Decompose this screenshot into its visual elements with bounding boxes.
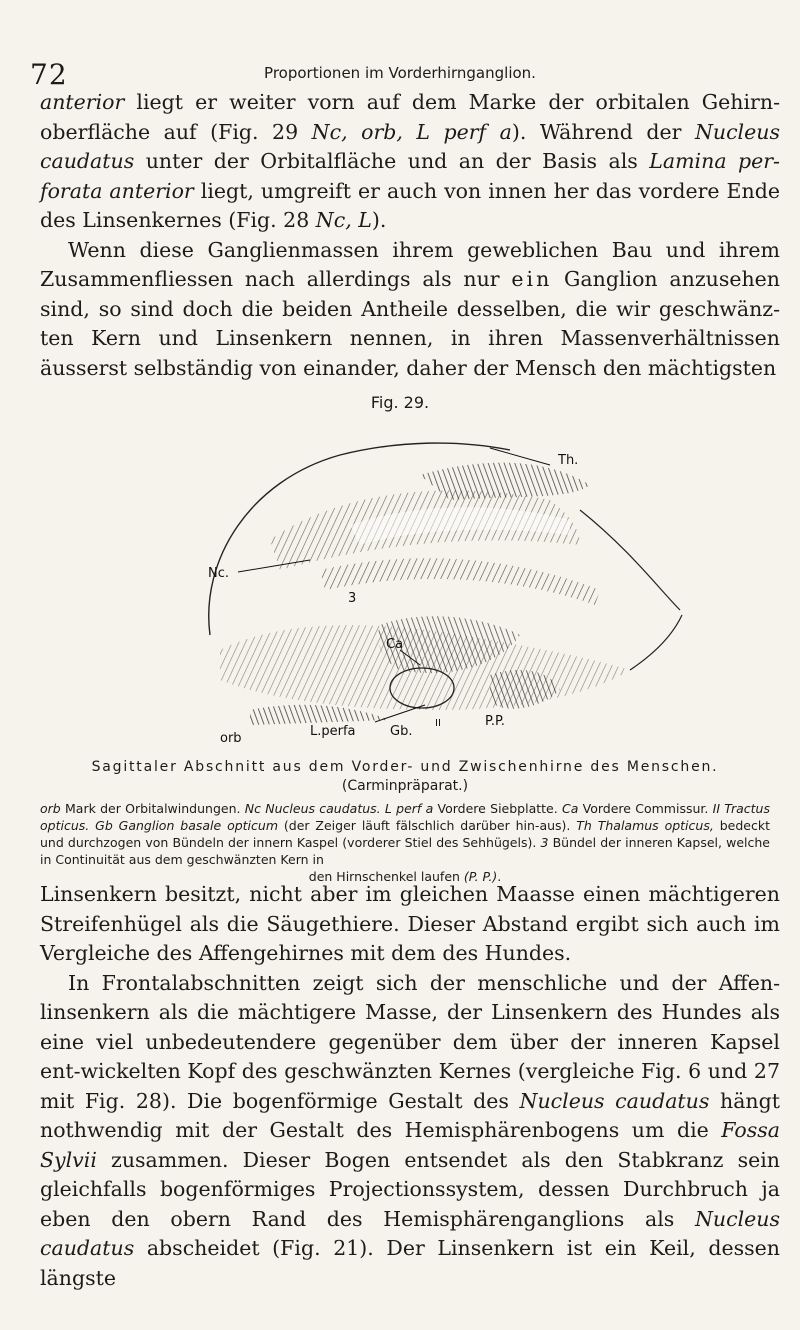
figure-label: Fig. 29. — [370, 393, 430, 412]
paragraph-2 — [40, 236, 780, 384]
term-nucleus-caudatus: Nucleus caudatus — [40, 119, 780, 173]
label-th: Th. — [558, 453, 579, 468]
legend-text: Bündel der inneren Kapsel, welche in Continuität aus dem geschwänzten Kern in — [40, 835, 770, 867]
legend-key-th: Th Thalamus opticus, — [576, 818, 714, 833]
caption-subtitle: (Carminpräparat.) — [341, 778, 469, 794]
legend-text: bedeckt und durchzogen von Bündeln der innern Kaspel (vorderer Stiel des Sehhügels). — [40, 818, 770, 850]
legend-text: Mark der Orbitalwindungen. — [60, 801, 245, 816]
legend-text: . — [497, 869, 502, 884]
label-ca: Ca — [386, 637, 404, 652]
label-3: 3 — [348, 591, 357, 606]
paragraph-4 — [40, 969, 780, 1294]
sagittal-section-illustration — [190, 420, 690, 750]
running-title: Proportionen im Vorderhirnganglion. — [264, 64, 536, 82]
fig-ref-2: Nc, L — [315, 208, 372, 232]
legend-text: Vordere Siebplatte. — [433, 801, 562, 816]
legend-key-ca: Ca — [561, 801, 579, 816]
para2-text-1: Wenn diese Ganglienmassen ihrem geweblichen Bau und ihrem Zusammenfliessen nach allerdings als nur — [40, 237, 780, 291]
term-nucleus-caudatus-3: Nucleus caudatus — [40, 1206, 780, 1260]
para3-text: Linsenkern besitzt, nicht aber im gleichen Maasse einen mächtigeren Streifenhügel als die Säugethiere. Dieser Abstand ergibt sich auch im Vergleiche des Affengehirnes mit dem des Hundes. — [40, 882, 780, 965]
label-orb: orb — [220, 731, 242, 746]
fig-ref-1: Nc, orb, L perf a — [311, 119, 512, 144]
page-number: 72 — [30, 58, 68, 91]
figure-caption — [40, 758, 770, 796]
legend-key-nc: Nc Nucleus caudatus. — [244, 801, 381, 816]
caption-title: Sagittaler Abschnitt aus dem Vorder- und Zwischenhirne des Menschen. — [91, 759, 719, 775]
label-nc: Nc. — [208, 566, 230, 581]
para1-text-1: liegt er weiter vorn auf dem Marke der orbitalen Gehirn-oberfläche auf (Fig. 29 — [40, 90, 780, 144]
legend-key-pp: (P. P.) — [463, 869, 498, 884]
figure-legend — [40, 800, 770, 885]
para1-text-3: unter der Orbitalfläche und an der Basis als — [134, 149, 650, 173]
label-pp: P.P. — [485, 714, 505, 729]
para4-text-3: zusammen. Dieser Bogen entsendet als den Stabkranz sein gleichfalls bogenförmiges Projectionssystem, dessen Durchbruch ja eben den obern Rand des Hemisphärenganglions als — [40, 1147, 780, 1231]
paragraph-1 — [40, 88, 780, 383]
term-anterior: anterior — [40, 90, 125, 114]
legend-text: (der Zeiger läuft fälschlich darüber hin-aus). — [278, 818, 577, 833]
para1-text-2: ). Während der — [511, 119, 695, 144]
term-fossa-sylvii: Fossa Sylvii — [40, 1118, 780, 1172]
legend-text: Vordere Commissur. — [578, 801, 713, 816]
term-lamina: Lamina per-forata anterior — [40, 149, 780, 203]
label-ii: II — [435, 718, 441, 729]
label-lperfa: L.perfa — [310, 724, 356, 739]
para2-spaced-ein: ein — [511, 267, 553, 291]
para4-text-1: In Frontalabschnitten zeigt sich der menschliche und der Affen-linsenkern als die mächtigere Masse, der Linsenkern des Hundes als eine viel unbedeutendere gegenüber dem über der inneren Kapsel ent-wickelten Kopf des geschwänzten Kernes (vergleiche Fig. 6 und 27 mit Fig. 28). Die bogenförmige Gestalt des — [40, 970, 780, 1113]
label-gb: Gb. — [390, 724, 413, 739]
para4-text-2: hängt nothwendig mit der Gestalt des Hemisphärenbogens um die — [40, 1088, 780, 1142]
para4-text-4: abscheidet (Fig. 21). Der Linsenkern ist ein Keil, dessen längste — [40, 1236, 780, 1290]
para2-text-2: Ganglion anzusehen sind, so sind doch die beiden Antheile desselben, die wir geschwänz-ten Kern und Linsenkern nennen, in ihren Massenverhältnissen äusserst selbständig von einander, daher der Mensch den mächtigsten — [40, 267, 781, 380]
legend-key-orb: orb — [40, 801, 61, 816]
para1-text-5: ). — [371, 208, 387, 232]
paragraph-3 — [40, 880, 780, 1293]
legend-key-ii: II Tractus opticus. — [40, 801, 770, 833]
legend-key-lperfa: L perf a — [384, 801, 434, 816]
legend-key-gb: Gb Ganglion basale opticum — [95, 818, 279, 833]
figure-29 — [190, 420, 690, 750]
para1-text-4: liegt, umgreift er auch von innen her das vordere Ende des Linsenkernes (Fig. 28 — [40, 178, 780, 232]
term-nucleus-caudatus-2: Nucleus caudatus — [519, 1088, 710, 1113]
legend-text: den Hirnschenkel laufen — [308, 869, 464, 884]
legend-key-3: 3 — [540, 835, 549, 850]
